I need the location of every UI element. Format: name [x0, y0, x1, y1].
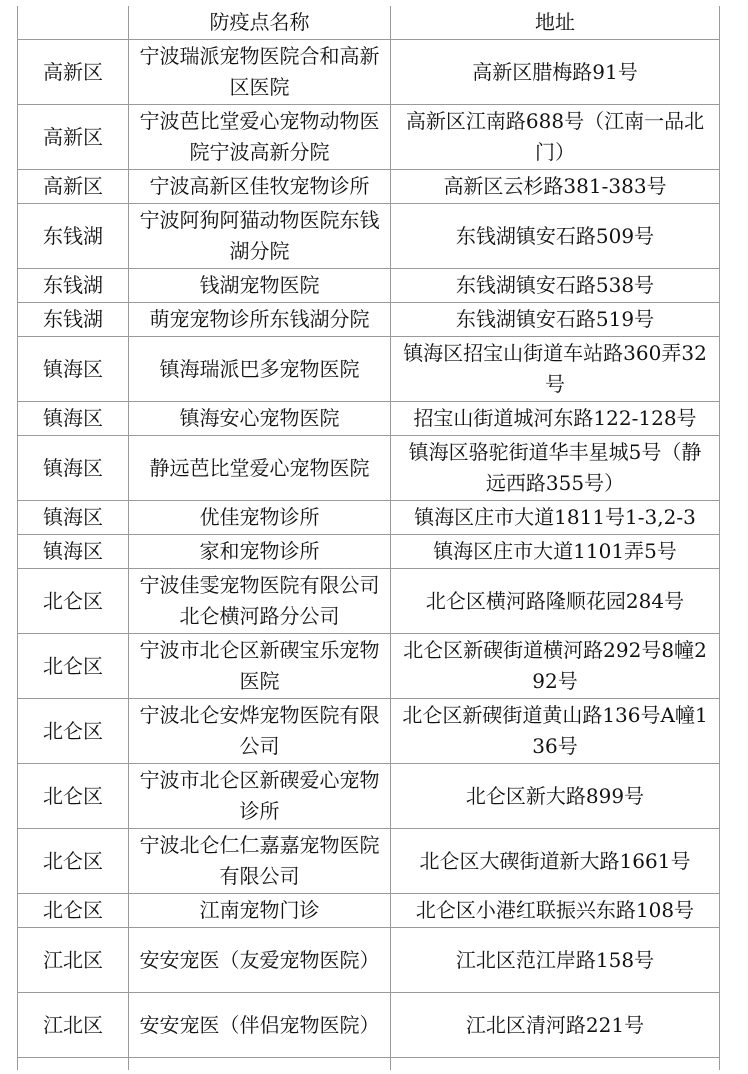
address-cell: 高新区腊梅路91号 — [391, 40, 720, 105]
clinic-name-cell: 优佳宠物诊所 — [129, 501, 391, 535]
district-cell: 东钱湖 — [18, 269, 129, 303]
clinic-name-cell: 钱湖宠物医院 — [129, 269, 391, 303]
district-cell: 高新区 — [18, 40, 129, 105]
header-clinic-name: 防疫点名称 — [129, 6, 391, 40]
district-cell: 东钱湖 — [18, 303, 129, 337]
address-cell: 镇海区庄市大道1811号1-3,2-3 — [391, 501, 720, 535]
district-cell: 镇海区 — [18, 436, 129, 501]
table-row — [18, 337, 720, 402]
address-cell: 北仑区新碶街道黄山路136号A幢136号 — [391, 699, 720, 764]
table-row — [18, 829, 720, 894]
district-cell: 北仑区 — [18, 829, 129, 894]
address-cell: 东钱湖镇安石路538号 — [391, 269, 720, 303]
address-cell: 镇海区招宝山街道车站路360弄32号 — [391, 337, 720, 402]
table-row — [18, 170, 720, 204]
clinic-name-cell: 宁波高新区佳牧宠物诊所 — [129, 170, 391, 204]
district-cell: 北仑区 — [18, 569, 129, 634]
address-cell: 江北区范江岸路158号 — [391, 928, 720, 993]
district-cell: 北仑区 — [18, 894, 129, 928]
table-row — [18, 764, 720, 829]
address-cell: 东钱湖镇安石路519号 — [391, 303, 720, 337]
district-cell: 高新区 — [18, 105, 129, 170]
clinic-name-cell: 江南宠物门诊 — [129, 894, 391, 928]
table-row — [18, 501, 720, 535]
clinic-name-cell: 安安宠医（友爱宠物医院） — [129, 928, 391, 993]
district-cell: 北仑区 — [18, 764, 129, 829]
table-row — [18, 699, 720, 764]
address-cell: 招宝山街道城河东路122-128号 — [391, 402, 720, 436]
empty-cell — [18, 1058, 129, 1071]
table-row — [18, 303, 720, 337]
empty-cell — [391, 1058, 720, 1071]
district-cell: 镇海区 — [18, 337, 129, 402]
district-cell: 镇海区 — [18, 535, 129, 569]
district-cell: 镇海区 — [18, 402, 129, 436]
district-cell: 北仑区 — [18, 634, 129, 699]
table-header-row — [18, 6, 720, 40]
table-row — [18, 928, 720, 993]
table-row — [18, 993, 720, 1058]
address-cell: 北仑区小港红联振兴东路108号 — [391, 894, 720, 928]
table-row — [18, 402, 720, 436]
address-cell: 镇海区庄市大道1101弄5号 — [391, 535, 720, 569]
table-row — [18, 105, 720, 170]
table-row — [18, 634, 720, 699]
clinic-name-cell: 宁波市北仑区新碶宝乐宠物医院 — [129, 634, 391, 699]
clinic-name-cell: 萌宠宠物诊所东钱湖分院 — [129, 303, 391, 337]
clinic-name-cell: 镇海安心宠物医院 — [129, 402, 391, 436]
district-cell: 江北区 — [18, 993, 129, 1058]
pet-clinic-table-sheet — [17, 6, 719, 1070]
header-address: 地址 — [391, 6, 720, 40]
clinic-name-cell: 静远芭比堂爱心宠物医院 — [129, 436, 391, 501]
address-cell: 北仑区大碶街道新大路1661号 — [391, 829, 720, 894]
clinic-name-cell: 家和宠物诊所 — [129, 535, 391, 569]
table-row — [18, 569, 720, 634]
table-row — [18, 40, 720, 105]
address-cell: 高新区云杉路381-383号 — [391, 170, 720, 204]
address-cell: 镇海区骆驼街道华丰星城5号（静远西路355号） — [391, 436, 720, 501]
district-cell: 东钱湖 — [18, 204, 129, 269]
district-cell: 高新区 — [18, 170, 129, 204]
clinic-name-cell: 宁波佳雯宠物医院有限公司北仑横河路分公司 — [129, 569, 391, 634]
pet-clinic-table — [17, 6, 720, 1070]
address-cell: 东钱湖镇安石路509号 — [391, 204, 720, 269]
clinic-name-cell: 宁波瑞派宠物医院合和高新区医院 — [129, 40, 391, 105]
table-row — [18, 436, 720, 501]
clinic-name-cell: 安安宠医（伴侣宠物医院） — [129, 993, 391, 1058]
table-row — [18, 204, 720, 269]
address-cell: 高新区江南路688号（江南一品北门） — [391, 105, 720, 170]
clinic-name-cell: 镇海瑞派巴多宠物医院 — [129, 337, 391, 402]
clinic-name-cell: 宁波北仑安烨宠物医院有限公司 — [129, 699, 391, 764]
address-cell: 北仑区新大路899号 — [391, 764, 720, 829]
header-district — [18, 6, 129, 40]
clinic-name-cell: 宁波阿狗阿猫动物医院东钱湖分院 — [129, 204, 391, 269]
table-row-partial — [18, 1058, 720, 1071]
table-row — [18, 535, 720, 569]
clinic-name-cell: 宁波市北仑区新碶爱心宠物诊所 — [129, 764, 391, 829]
address-cell: 北仑区横河路隆顺花园284号 — [391, 569, 720, 634]
clinic-name-cell: 宁波芭比堂爱心宠物动物医院宁波高新分院 — [129, 105, 391, 170]
table-row — [18, 269, 720, 303]
address-cell: 北仑区新碶街道横河路292号8幢292号 — [391, 634, 720, 699]
clinic-name-cell: 宁波北仑仁仁嘉嘉宠物医院有限公司 — [129, 829, 391, 894]
district-cell: 北仑区 — [18, 699, 129, 764]
district-cell: 镇海区 — [18, 501, 129, 535]
table-row — [18, 894, 720, 928]
address-cell: 江北区清河路221号 — [391, 993, 720, 1058]
district-cell: 江北区 — [18, 928, 129, 993]
empty-cell — [129, 1058, 391, 1071]
